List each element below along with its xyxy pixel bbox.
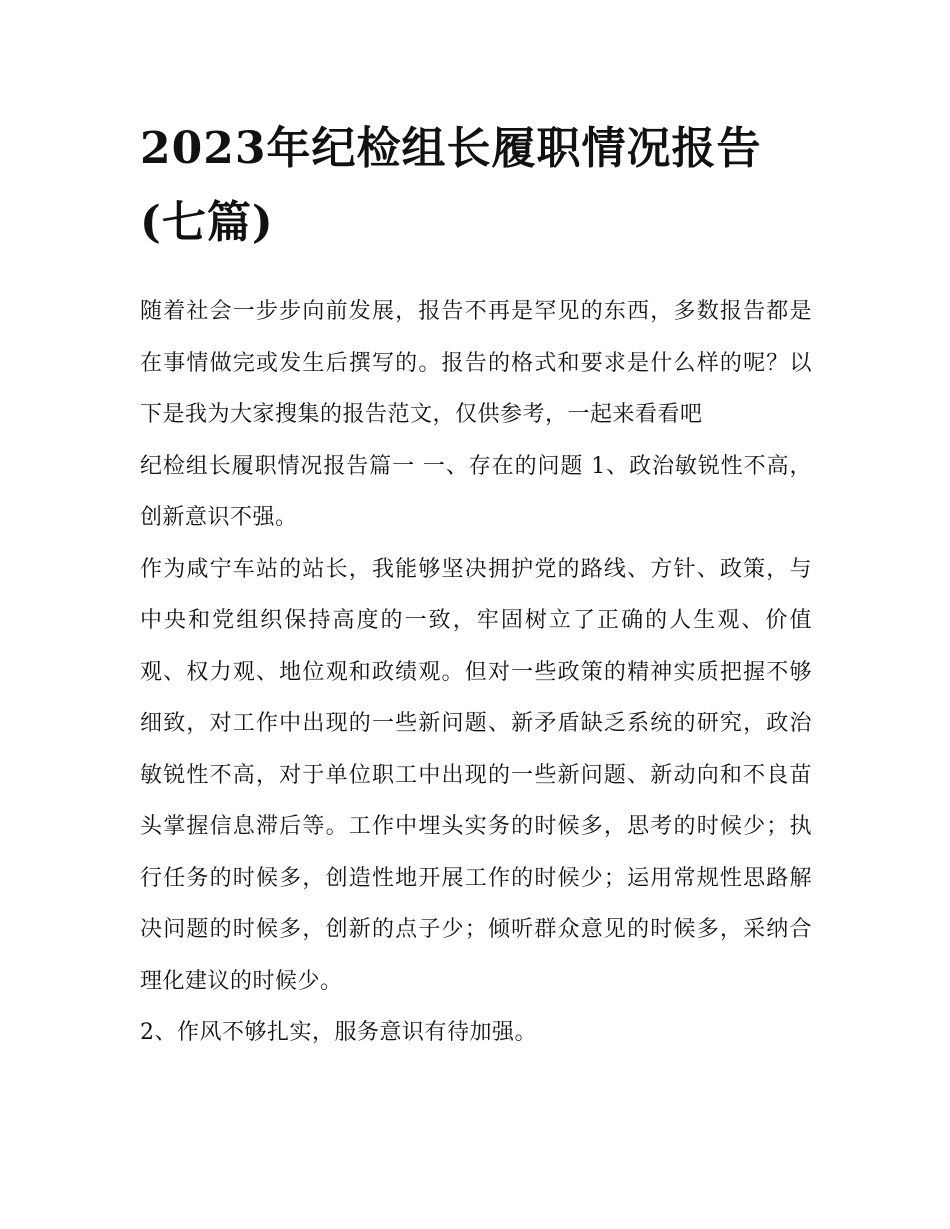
section-heading-paragraph: 纪检组长履职情况报告篇一 一、存在的问题 1、政治敏锐性不高，创新意识不强。 xyxy=(140,453,812,530)
body-paragraph: 作为咸宁车站的站长，我能够坚决拥护党的路线、方针、政策，与中央和党组织保持高度的一致，牢固树立了正确的人生观、价值观、权力观、地位观和政绩观。但对一些政策的精神实质把握不够细致，对工作中出现的一些新问题、新矛盾缺乏系统的研究，政治敏锐性不高，对于单位职工中出现的一些新问题、新动向和不良苗头掌握信息滞后等。工作中埋头实务的时候多，思考的时候少；执行任务的时候多，创造性地开展工作的时候少；运用常规性思路解决问题的时候多，创新的点子少；倾听群众意见的时候多，采纳合理化建议的时候少。 xyxy=(140,556,812,994)
document-title: 2023年纪检组长履职情况报告(七篇) xyxy=(140,123,762,248)
subsection-heading-paragraph: 2、作风不够扎实，服务意识有待加强。 xyxy=(140,1020,537,1045)
intro-paragraph: 随着社会一步步向前发展，报告不再是罕见的东西，多数报告都是在事情做完或发生后撰写的。报告的格式和要求是什么样的呢？以下是我为大家搜集的报告范文，仅供参考，一起来看看吧 xyxy=(140,299,812,427)
document-page xyxy=(140,112,812,1059)
